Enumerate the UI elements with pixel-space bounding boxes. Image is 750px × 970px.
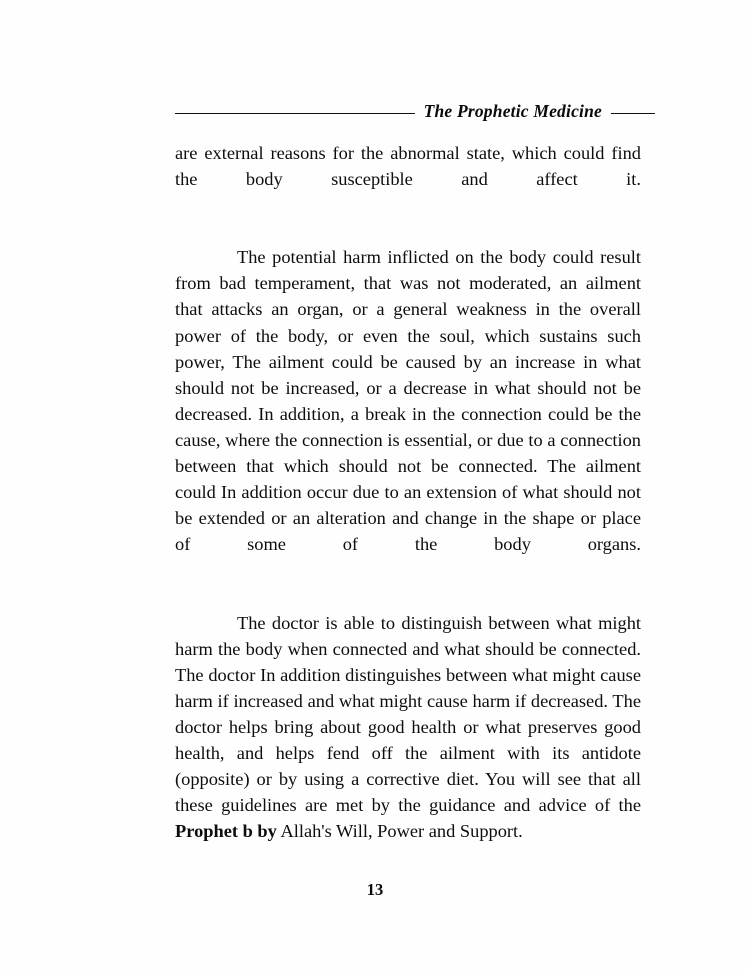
prophet-honorific-phrase: Prophet b by bbox=[175, 821, 277, 842]
body-text-column bbox=[175, 140, 641, 844]
header-rule-right bbox=[611, 113, 655, 114]
paragraph-doctor bbox=[175, 610, 641, 845]
paragraph-doctor-tail: Allah's Will, Power and Support. bbox=[276, 821, 523, 842]
paragraph-doctor-lead: The doctor is able to distinguish between what might harm the body when connected and what should be connected. The doctor In addition distinguishes between what might cause harm if increased and what might cause harm if decreased. The doctor helps bring about good health or what preserves good health, and helps fend off the ailment with its antidote (opposite) or by using a corrective diet. You will see that all these guidelines are met by the guidance and advice of the bbox=[175, 612, 641, 816]
paragraph-potential-harm: The potential harm inflicted on the body could result from bad temperament, that was not moderated, an ailment that attacks an organ, or a general weakness in the overall power of the body, or even the soul, which sustains such power, The ailment could be caused by an increase in what should not be increased, or a decrease in what should not be decreased. In addition, a break in the connection could be the cause, where the connection is essential, or due to a connection between that which should not be connected. The ailment could In addition occur due to an extension of what should not be extended or an alteration and change in the shape or place of some of the body organs. bbox=[175, 247, 641, 555]
paragraph-continuation: are external reasons for the abnormal state, which could find the body susceptible and affect it. bbox=[175, 143, 641, 190]
running-header bbox=[175, 96, 655, 126]
running-header-title: The Prophetic Medicine bbox=[423, 100, 602, 121]
header-rule-left bbox=[175, 113, 415, 114]
page-number: 13 bbox=[366, 880, 384, 899]
